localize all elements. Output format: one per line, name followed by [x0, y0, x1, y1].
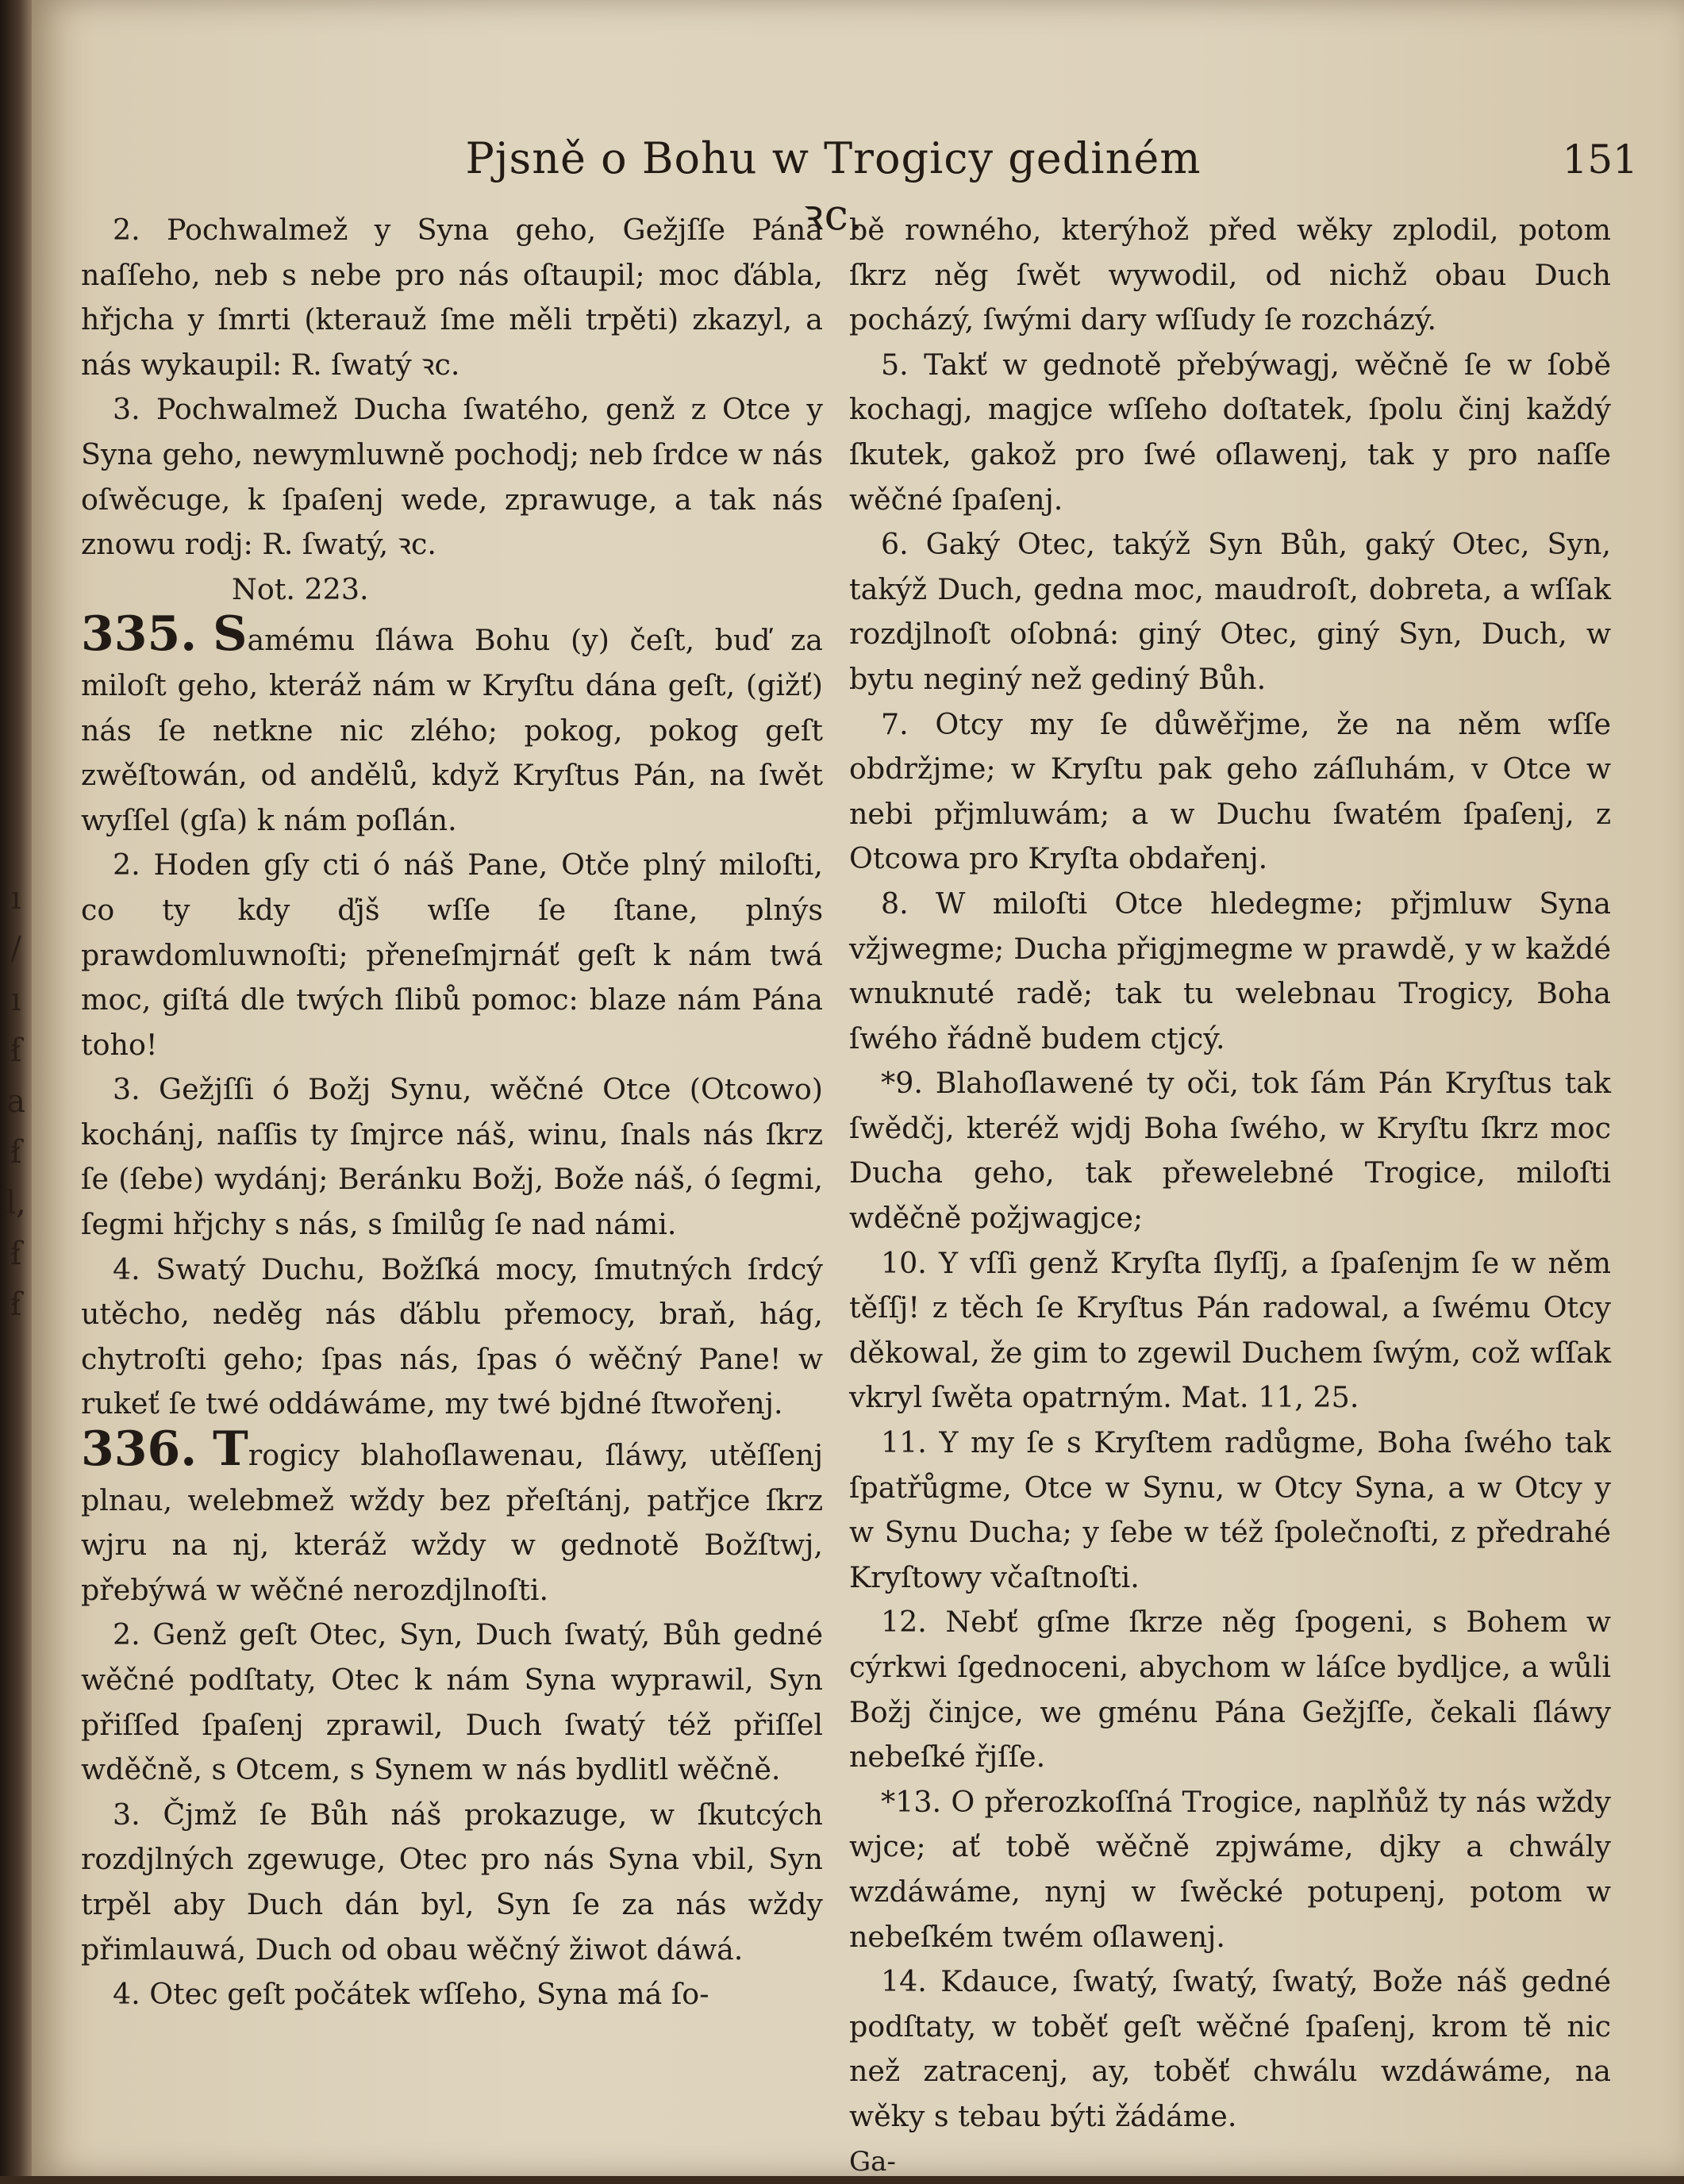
verse: 7. Otcy my ſe důwěřjme, že na něm wſſe obdržjme; w Kryſtu pak geho záſluhám, v Otce w nebi přjmluwám; a w Duchu ſwatém ſpaſenj, z Otcowa pro Kryſta obdařenj.	[849, 706, 1611, 876]
right-column	[849, 208, 1611, 2178]
facing-page-glyph: l,	[6, 1185, 26, 1221]
facing-page-glyph: ẜ	[10, 1286, 22, 1323]
verse: 3. Gežjſſi ó Božj Synu, wěčné Otce (Otcowo) kochánj, naſſis ty ſmjrce náš, winu, ſnals nás ſkrz ſe (ſebe) wydánj; Beránku Božj, Bože náš, ó ſegmi, ſegmi hřjchy s nás, s ſmilůg ſe nad námi.	[81, 1072, 823, 1242]
verse: 5. Takť w gednotě přebýwagj, wěčně ſe w ſobě kochagj, magjce wſſeho doſtatek, ſpolu činj každý ſkutek, gakož pro ſwé oſlawenj, tak y pro naſſe wěčné ſpaſenj.	[849, 347, 1611, 517]
melody-reference: Not. 223.	[232, 571, 369, 606]
facing-page-glyph: ı	[10, 982, 21, 1018]
page-number: 151	[1562, 136, 1638, 183]
hymn-number: 335.	[81, 606, 198, 663]
verse: 10. Y vſſi genž Kryſta ſlyſſj, a ſpaſenjm ſe w něm těſſj! z těch ſe Kryſtus Pán radowal, a ſwému Otcy děkowal, že gim to zgewil Duchem ſwým, což wſſak vkryl ſwěta opatrným. Mat. 11, 25.	[849, 1245, 1611, 1415]
book-page	[32, 0, 1684, 2176]
facing-page-glyph: ẜ	[10, 1134, 22, 1171]
verse: 4. Otec geſt počátek wſſeho, Syna má ſo-	[113, 1977, 709, 2012]
left-column	[81, 208, 823, 2144]
verse: 8. W miloſti Otce hledegme; přjmluw Syna vžjwegme; Ducha přigjmegme w prawdě, y w každé wnuknuté radě; tak tu welebnau Trogicy, Boha ſwého řádně budem ctjcý.	[849, 886, 1611, 1055]
facing-page-glyph: ı	[10, 880, 21, 917]
hymn-text: rogicy blahoſlawenau, ſláwy, utěſſenj plnau, welebmež wždy bez přeſtánj, patřjce ſkrz wjru na nj, kteráž wždy w gednotě Božſtwj, přebýwá w wěčné nerozdjlnoſti.	[81, 1438, 823, 1607]
verse: *13. O přerozkoſſná Trogice, naplňůž ty nás wždy wjce; ať tobě wěčně zpjwáme, djky a chwály wzdáwáme, nynj w ſwěcké potupenj, potom w nebeſkém twém oſlawenj.	[849, 1784, 1611, 1954]
facing-page-glyph: /	[10, 931, 21, 967]
facing-page-edge	[2, 873, 30, 1984]
verse: 4. Swatý Duchu, Božſká mocy, ſmutných ſrdcý utěcho, neděg nás ďáblu přemocy, braň, hág, chytroſti geho; ſpas nás, ſpas ó wěčný Pane! w rukeť ſe twé oddáwáme, my twé bjdné ſtwořenj.	[81, 1252, 823, 1421]
verse: 2. Genž geſt Otec, Syn, Duch ſwatý, Bůh gedné wěčné podſtaty, Otec k nám Syna wyprawil, Syn přiſſed ſpaſenj zprawil, Duch ſwatý též přiſſel wděčně, s Otcem, s Synem w nás bydlitl wěčně.	[81, 1617, 823, 1787]
facing-page-glyph: ẜ	[10, 1032, 22, 1069]
verse: 3. Pochwalmež Ducha ſwatého, genž z Otce y Syna geho, newymluwně pochodj; neb ſrdce w nás oſwěcuge, k ſpaſenj wede, zprawuge, a tak nás znowu rodj: R. ſwatý, ꝛc.	[81, 392, 823, 562]
facing-page-glyph: ẜ	[10, 1236, 22, 1272]
initial-capital: S	[213, 606, 248, 663]
verse-continuation: bě rowného, kterýhož před wěky zplodil, potom ſkrz něg ſwět wywodil, od nichž obau Duch pocházý, ſwými dary wſſudy ſe rozcházý.	[849, 213, 1611, 337]
page-header	[32, 133, 1684, 240]
verse: 11. Y my ſe s Kryſtem radůgme, Boha ſwého tak ſpatřůgme, Otce w Synu, w Otcy Syna, a w Otcy y w Synu Ducha; y ſebe w též ſpolečnoſti, z předrahé Kryſtowy včaſtnoſti.	[849, 1425, 1611, 1594]
verse: 2. Hoden gſy cti ó náš Pane, Otče plný miloſti, co ty kdy ďjš wſſe ſe ſtane, plnýs prawdomluwnoſti; přeneſmjrnáť geſt k nám twá moc, giſtá dle twých ſlibů pomoc: blaze nám Pána toho!	[81, 848, 823, 1062]
hymn-number: 336.	[81, 1421, 198, 1478]
facing-page-glyph: a	[6, 1083, 25, 1120]
verse: 2. Pochwalmež y Syna geho, Gežjſſe Pána naſſeho, neb s nebe pro nás oſtaupil; moc ďábla, hřjcha y ſmrti (kterauž ſme měli trpěti) zkazyl, a nás wykaupil: R. ſwatý ꝛc.	[81, 213, 823, 382]
initial-capital: T	[213, 1421, 248, 1478]
verse: *9. Blahoſlawené ty oči, tok ſám Pán Kryſtus tak ſwědčj, kteréž wjdj Boha ſwého, w Kryſtu ſkrz moc Ducha geho, tak přewelebné Trogice, miloſti wděčně požjwagjce;	[849, 1066, 1611, 1236]
verse: 14. Kdauce, ſwatý, ſwatý, ſwatý, Bože náš gedné podſtaty, w toběť geſt wěčné ſpaſenj, krom tě nic než zatracenj, ay, toběť chwálu wzdáwáme, na wěky s tebau býti žádáme.	[849, 1964, 1611, 2133]
hymn-text: amému ſláwa Bohu (y) čeſt, buď za miloſt geho, kteráž nám w Kryſtu dána geſt, (gižť) nás ſe netkne nic zlého; pokog, pokog geſt zwěſtowán, od andělů, když Kryſtus Pán, na ſwět wyſſel (gſa) k nám poſlán.	[81, 623, 823, 837]
hymn-336	[81, 1421, 823, 1613]
verse: 6. Gaký Otec, takýž Syn Bůh, gaký Otec, Syn, takýž Duch, gedna moc, maudroſt, dobreta, a wſſak rozdjlnoſt oſobná: giný Otec, giný Syn, Duch, w bytu neginý než gediný Bůh.	[849, 527, 1611, 696]
verse: 3. Čjmž ſe Bůh náš prokazuge, w ſkutcých rozdjlných zgewuge, Otec pro nás Syna vbil, Syn trpěl aby Duch dán byl, Syn ſe za nás wždy přimlauwá, Duch od obau wěčný žiwot dáwá.	[81, 1797, 823, 1967]
catchword: Ga-	[849, 2145, 896, 2178]
hymn-335	[81, 606, 823, 843]
verse: 12. Nebť gſme ſkrze něg ſpogeni, s Bohem w cýrkwi ſgednoceni, abychom w láſce bydljce, a wůli Božj činjce, we gménu Pána Gežjſſe, čekali ſláwy nebeſké řjſſe.	[849, 1605, 1611, 1774]
running-title: Pjsně o Bohu w Trogicy gediném ꝛc.	[465, 133, 1201, 240]
